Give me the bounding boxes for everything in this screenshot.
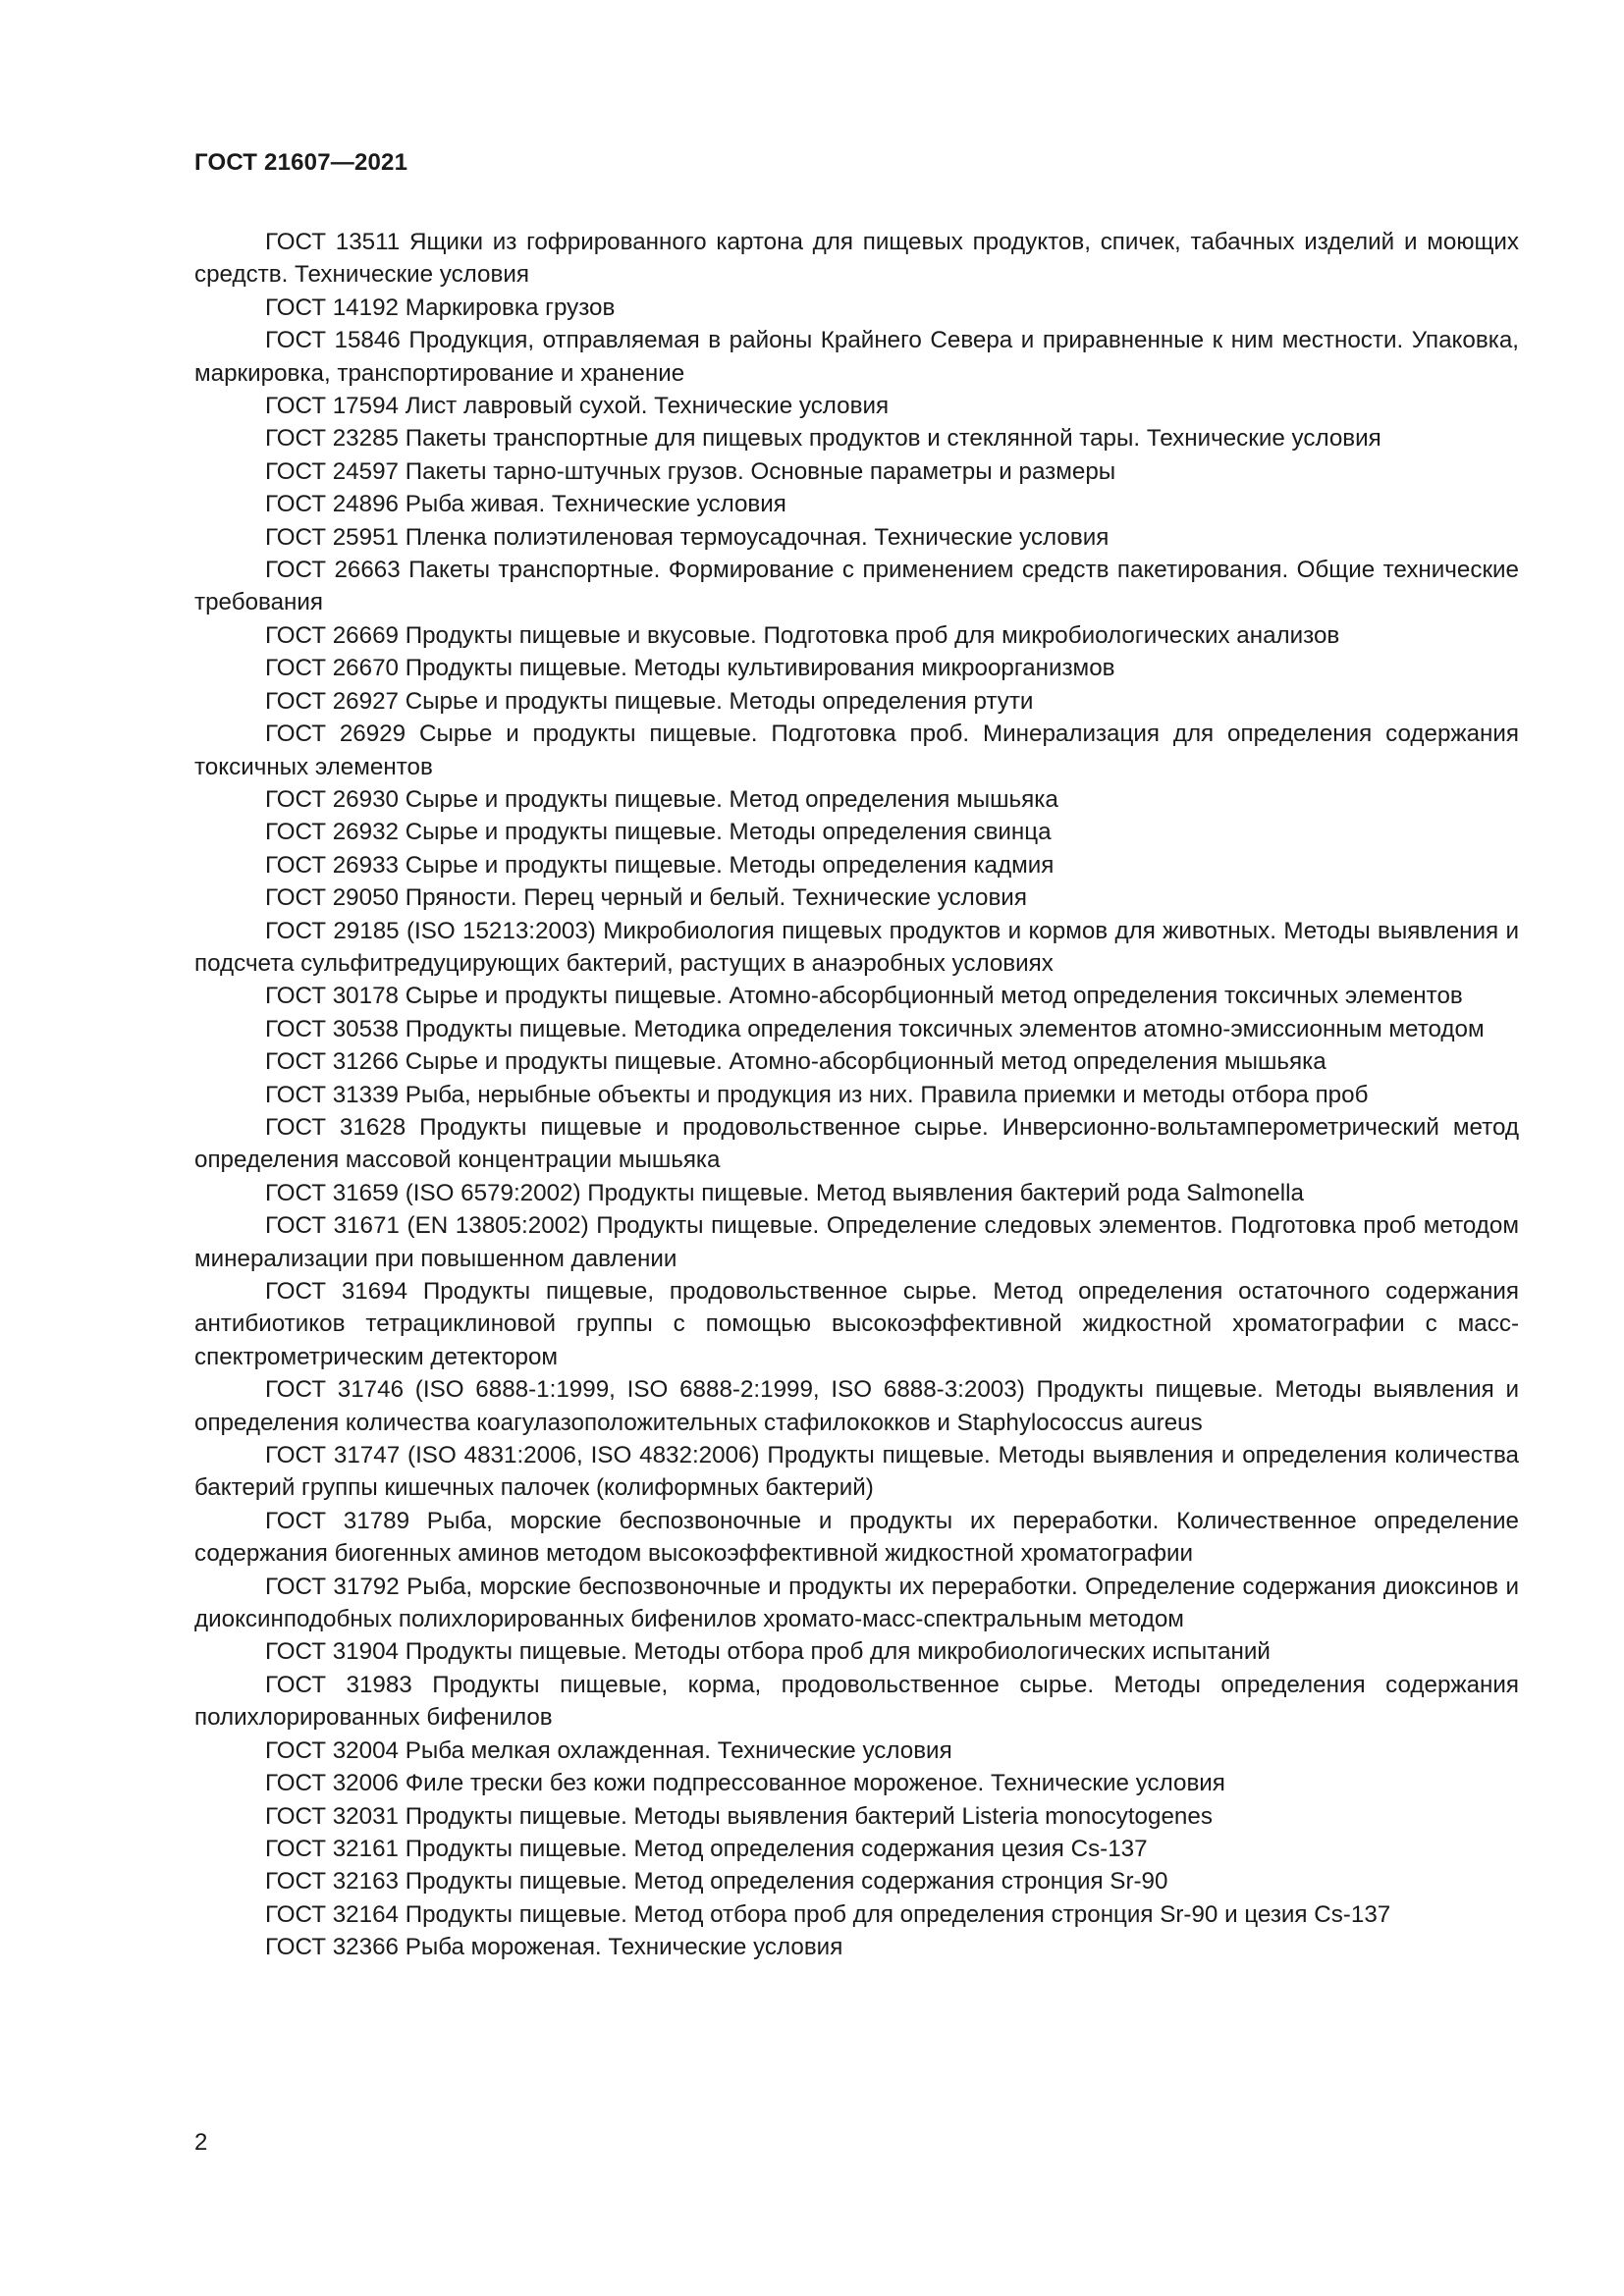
reference-item: ГОСТ 25951 Пленка полиэтиленовая термоусадочная. Технические условия: [265, 523, 1110, 551]
reference-item: ГОСТ 31671 (EN 13805:2002) Продукты пищевые. Определение следовых элементов. Подготовка проб методом минерализации при повышенном давлении: [194, 1212, 1519, 1272]
reference-item: ГОСТ 32004 Рыба мелкая охлажденная. Технические условия: [265, 1736, 952, 1764]
reference-item: ГОСТ 14192 Маркировка грузов: [265, 294, 616, 321]
reference-item: ГОСТ 31792 Рыба, морские беспозвоночные и продукты их переработки. Определение содержания диоксинов и диоксинподобных полихлорированных бифенилов хромато-масс-спектральным методом: [194, 1573, 1519, 1633]
reference-item: ГОСТ 26929 Сырье и продукты пищевые. Подготовка проб. Минерализация для определения содержания токсичных элементов: [194, 721, 1519, 780]
reference-item: ГОСТ 26670 Продукты пищевые. Методы культивирования микроорганизмов: [265, 655, 1115, 682]
reference-item: ГОСТ 26933 Сырье и продукты пищевые. Методы определения кадмия: [265, 851, 1055, 879]
reference-item: ГОСТ 31694 Продукты пищевые, продовольственное сырье. Метод определения остаточного содержания антибиотиков тетрациклиновой группы с помощью высокоэффективной жидкостной хроматографии с масс-спектрометрическим детектором: [194, 1278, 1519, 1370]
reference-item: ГОСТ 24597 Пакеты тарно-штучных грузов. Основные параметры и размеры: [265, 457, 1116, 485]
reference-item: ГОСТ 31266 Сырье и продукты пищевые. Атомно-абсорбционный метод определения мышьяка: [265, 1048, 1326, 1076]
reference-item: ГОСТ 32031 Продукты пищевые. Методы выявления бактерий Listeria monocytogenes: [265, 1802, 1213, 1830]
reference-item: ГОСТ 30538 Продукты пищевые. Методика определения токсичных элементов атомно-эмиссионным методом: [265, 1015, 1485, 1042]
document-header: ГОСТ 21607—2021: [194, 149, 408, 176]
reference-item: ГОСТ 23285 Пакеты транспортные для пищевых продуктов и стеклянной тары. Технические условия: [265, 425, 1381, 453]
reference-item: ГОСТ 32163 Продукты пищевые. Метод определения содержания стронция Sr-90: [265, 1868, 1168, 1896]
reference-item: ГОСТ 31789 Рыба, морские беспозвоночные и продукты их переработки. Количественное определение содержания биогенных аминов методом высокоэффективной жидкостной хроматографии: [194, 1507, 1519, 1568]
reference-item: ГОСТ 31747 (ISO 4831:2006, ISO 4832:2006) Продукты пищевые. Методы выявления и определения количества бактерий группы кишечных палочек (колиформных бактерий): [194, 1442, 1519, 1502]
reference-item: ГОСТ 26669 Продукты пищевые и вкусовые. Подготовка проб для микробиологических анализов: [265, 621, 1340, 649]
reference-item: ГОСТ 32006 Филе трески без кожи подпрессованное мороженое. Технические условия: [265, 1770, 1225, 1797]
reference-item: ГОСТ 13511 Ящики из гофрированного картона для пищевых продуктов, спичек, табачных изделий и моющих средств. Технические условия: [194, 229, 1519, 289]
reference-item: ГОСТ 29185 (ISO 15213:2003) Микробиология пищевых продуктов и кормов для животных. Методы выявления и подсчета сульфитредуцирующих бактерий, растущих в анаэробных условиях: [194, 917, 1519, 977]
reference-item: ГОСТ 31628 Продукты пищевые и продовольственное сырье. Инверсионно-вольтамперометрический метод определения массовой концентрации мышьяка: [194, 1113, 1519, 1174]
reference-item: ГОСТ 24896 Рыба живая. Технические условия: [265, 491, 786, 518]
reference-item: ГОСТ 29050 Пряности. Перец черный и белый. Технические условия: [265, 884, 1027, 912]
reference-item: ГОСТ 31659 (ISO 6579:2002) Продукты пищевые. Метод выявления бактерий рода Salmonella: [265, 1179, 1304, 1206]
reference-item: ГОСТ 26932 Сырье и продукты пищевые. Методы определения свинца: [265, 819, 1052, 846]
reference-item: ГОСТ 32161 Продукты пищевые. Метод определения содержания цезия Cs-137: [265, 1835, 1148, 1862]
reference-item: ГОСТ 26930 Сырье и продукты пищевые. Метод определения мышьяка: [265, 785, 1058, 813]
normative-references-list: [194, 226, 1519, 1964]
page-number: 2: [194, 2129, 208, 2156]
reference-item: ГОСТ 26927 Сырье и продукты пищевые. Методы определения ртути: [265, 687, 1034, 715]
reference-item: ГОСТ 32366 Рыба мороженая. Технические условия: [265, 1934, 843, 1961]
reference-item: ГОСТ 31746 (ISO 6888-1:1999, ISO 6888-2:1999, ISO 6888-3:2003) Продукты пищевые. Методы выявления и определения количества коагулазоположительных стафилококков и Staphylococcus aureus: [194, 1376, 1519, 1436]
reference-item: ГОСТ 31339 Рыба, нерыбные объекты и продукция из них. Правила приемки и методы отбора проб: [265, 1081, 1369, 1108]
reference-item: ГОСТ 32164 Продукты пищевые. Метод отбора проб для определения стронция Sr-90 и цезия Cs-137: [265, 1900, 1391, 1928]
reference-item: ГОСТ 15846 Продукция, отправляемая в районы Крайнего Севера и приравненные к ним местности. Упаковка, маркировка, транспортирование и хранение: [194, 327, 1519, 387]
reference-item: ГОСТ 30178 Сырье и продукты пищевые. Атомно-абсорбционный метод определения токсичных элементов: [265, 983, 1463, 1010]
reference-item: ГОСТ 17594 Лист лавровый сухой. Технические условия: [265, 393, 890, 420]
reference-item: ГОСТ 26663 Пакеты транспортные. Формирование с применением средств пакетирования. Общие технические требования: [194, 557, 1519, 616]
reference-item: ГОСТ 31904 Продукты пищевые. Методы отбора проб для микробиологических испытаний: [265, 1638, 1271, 1666]
reference-item: ГОСТ 31983 Продукты пищевые, корма, продовольственное сырье. Методы определения содержания полихлорированных бифенилов: [194, 1671, 1519, 1732]
